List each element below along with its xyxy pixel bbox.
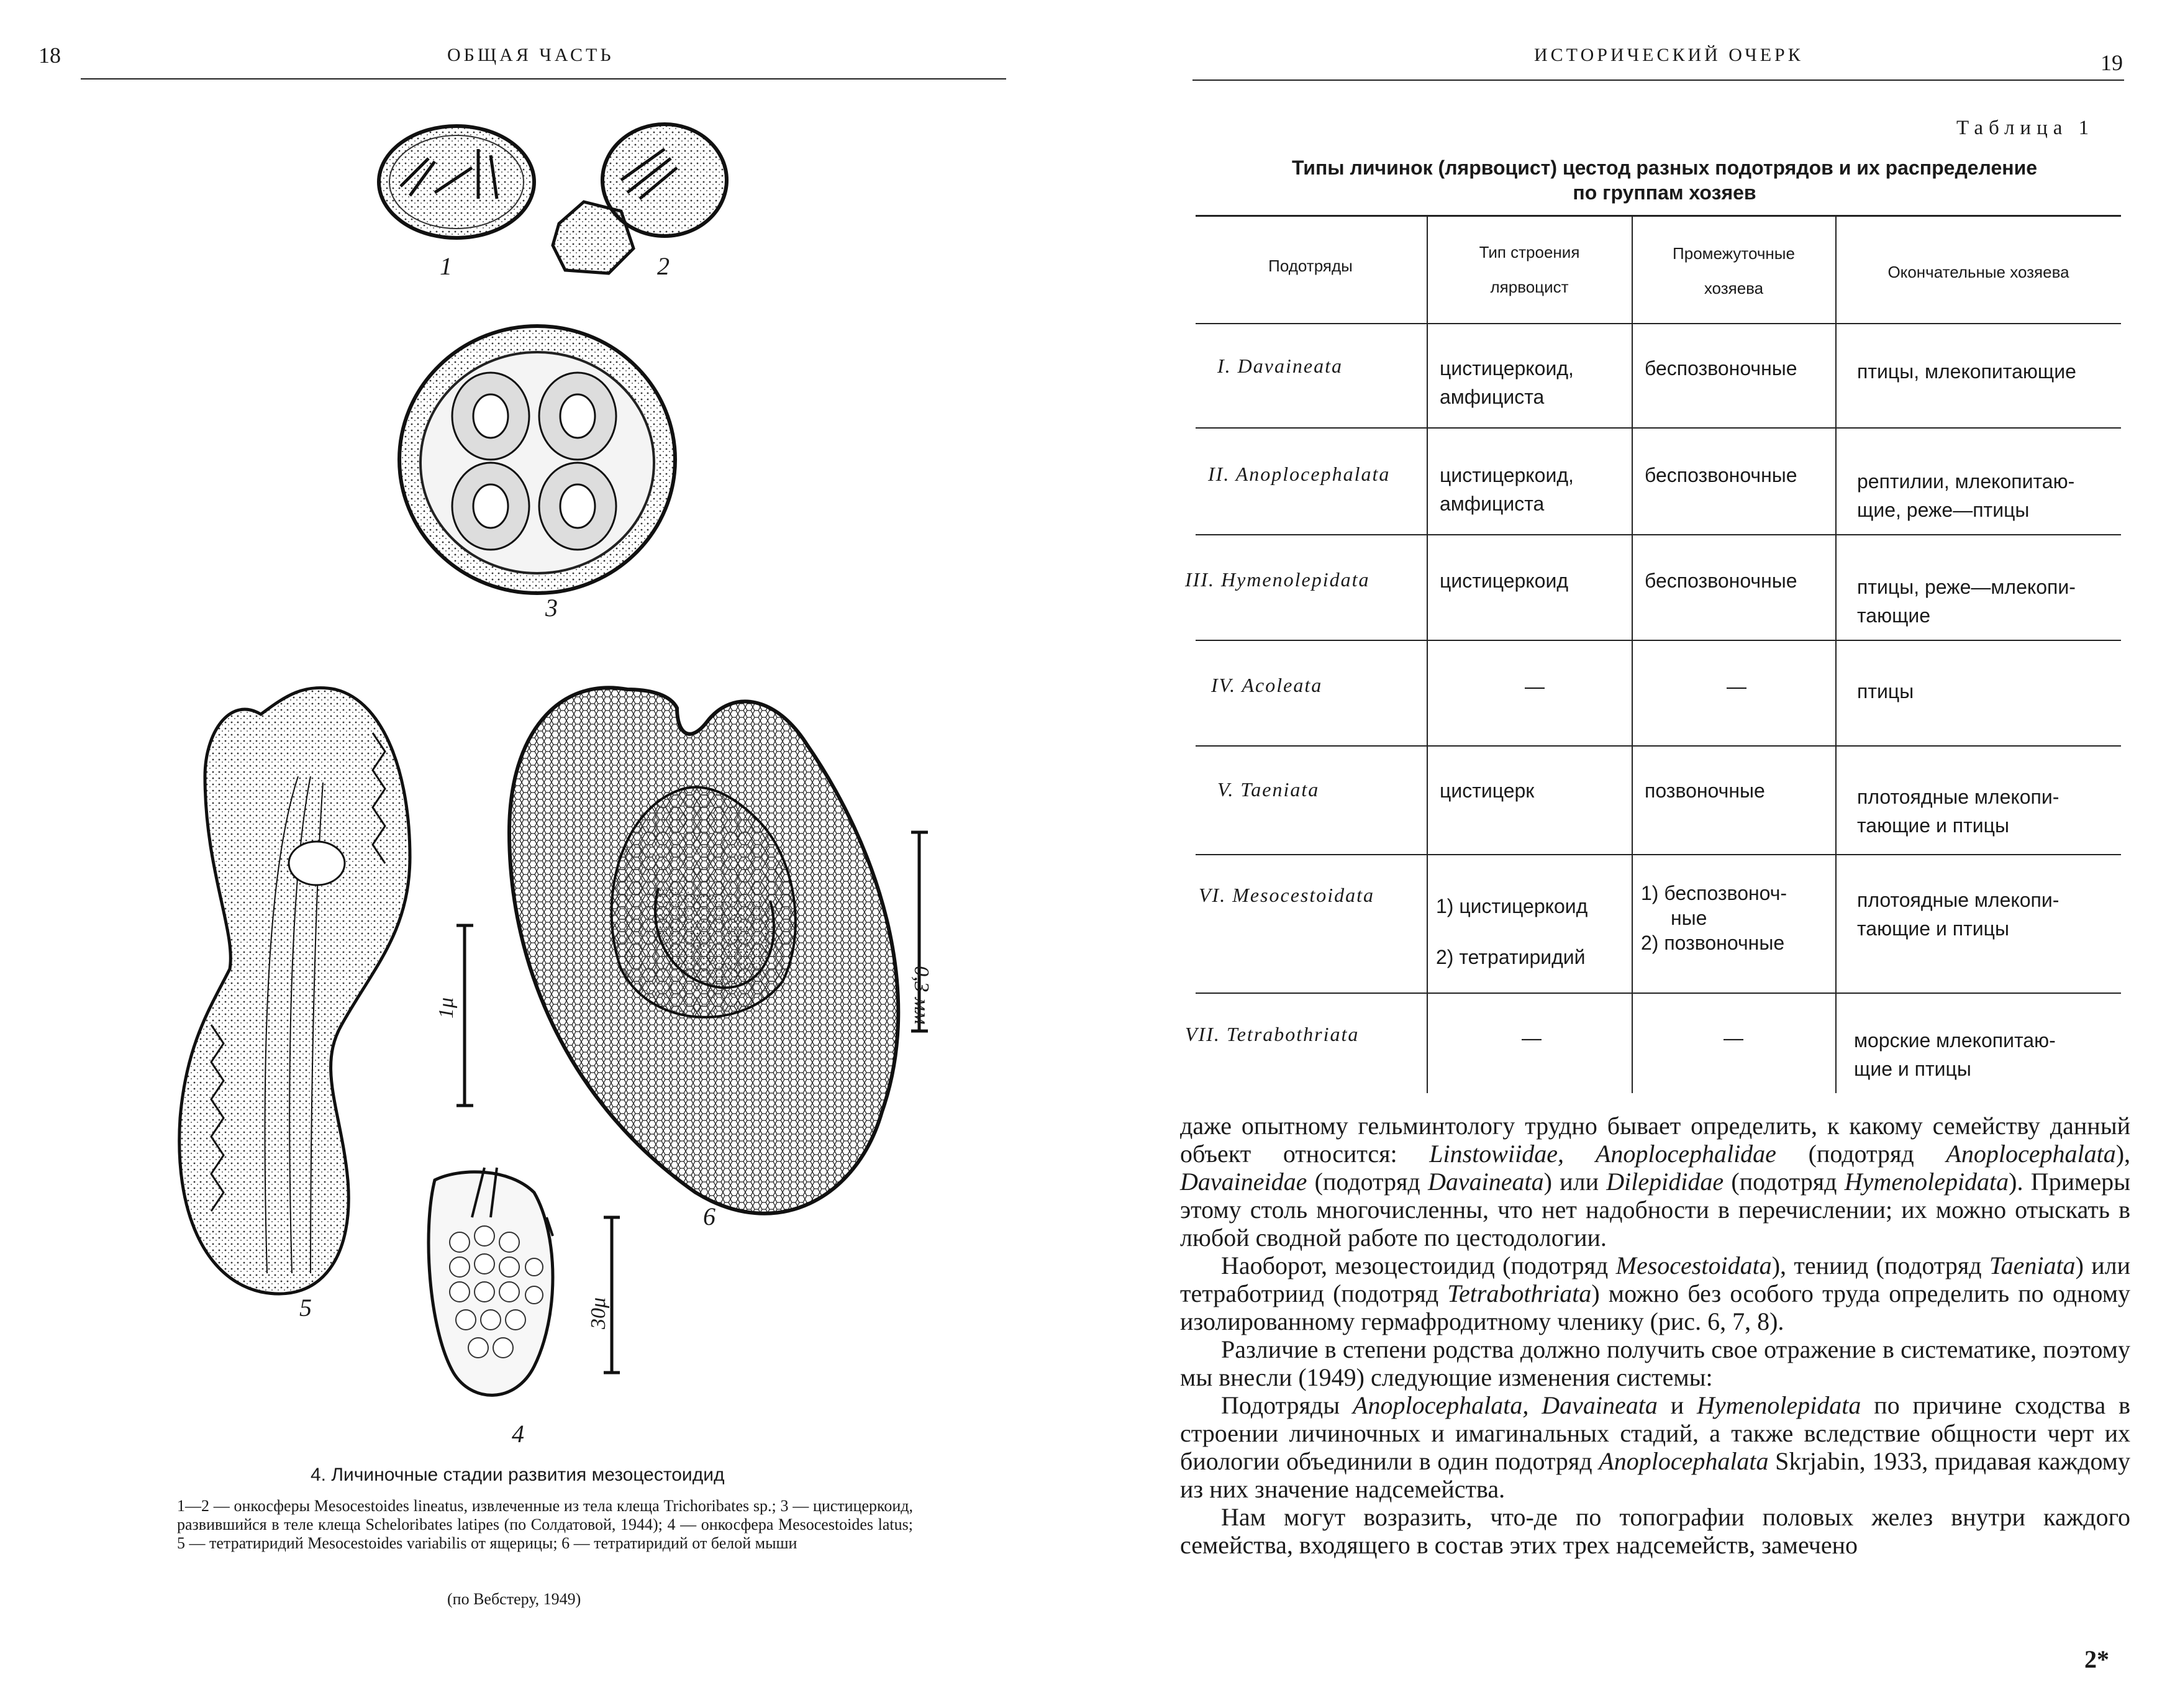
text-run: ) или тетработриид (подотряд	[1180, 1251, 2131, 1307]
body-text	[1180, 1112, 2130, 1559]
right-page-number: 19	[2101, 50, 2123, 75]
table-cell-line: тающие и птицы	[1857, 917, 2009, 940]
paragraph-3: Различие в степени родства должно получить свое отражение в систематике, поэтому мы внесли (1949) следующие изменения системы:	[1180, 1335, 2130, 1391]
table-col-rule	[1427, 216, 1428, 1093]
table-row-suborder: VI. Mesocestoidata	[1199, 884, 1375, 906]
table-header-type-line-1: Тип строения	[1479, 243, 1580, 261]
table-row-suborder: III. Hymenolepidata	[1185, 568, 1370, 591]
text-run: ) или	[1543, 1168, 1607, 1196]
figure-6-tetrathyridium-section	[509, 688, 898, 1213]
table-row-rule	[1196, 427, 2121, 429]
paragraph-1	[1180, 1112, 2130, 1251]
table-row-suborder: I. Davaineata	[1217, 355, 1343, 377]
table-header-type	[1428, 235, 1630, 304]
table-header-intermediate-line-1: Промежуточные	[1673, 244, 1795, 263]
table-title-line-1: Типы личинок (лярвоцист) цестод разных подотрядов и их распределение	[1291, 157, 2038, 179]
taxon-name: Davaineidae	[1180, 1168, 1307, 1196]
table-row-suborder: V. Taeniata	[1217, 778, 1320, 801]
figure-caption-title: 4. Личиночные стадии развития мезоцестоидид	[311, 1465, 725, 1485]
table-cell-line: ные	[1671, 907, 1707, 929]
table-cell-intermediate: беспозвоночные	[1645, 570, 1797, 592]
table-cell-line: 1) цистицеркоид	[1436, 895, 1588, 917]
table-cell-type	[1440, 461, 1574, 518]
paragraph-2	[1180, 1251, 2130, 1335]
table-cell-type	[1436, 881, 1587, 983]
table-cell-intermediate: —	[1727, 675, 1746, 697]
table-cell-line: 1) беспозвоноч-	[1641, 882, 1787, 904]
figure-label-3: 3	[545, 594, 558, 622]
table-cell-line: цистицеркоид,	[1440, 464, 1574, 486]
table-header-intermediate-line-2: хозяева	[1704, 279, 1764, 298]
table-cell-type: —	[1525, 675, 1545, 697]
table-cell-line: щие и птицы	[1854, 1058, 1971, 1080]
table-col-rule	[1835, 216, 1837, 1093]
table-cell-line: цистицеркоид,	[1440, 357, 1574, 379]
taxon-name: Taeniata	[1989, 1251, 2076, 1279]
table-cell-final	[1857, 467, 2074, 524]
right-running-head: ИСТОРИЧЕСКИЙ ОЧЕРК	[1534, 45, 1804, 65]
text-run: ), тениид (подотряд	[1771, 1251, 1989, 1279]
table-cell-final	[1857, 783, 2059, 840]
table-cell-line: амфициста	[1440, 386, 1545, 408]
table-cell-line: тающие	[1857, 604, 1931, 627]
table-cell-intermediate: беспозвоночные	[1645, 357, 1797, 379]
table-cell-final: птицы, млекопитающие	[1857, 360, 2076, 383]
table-title-line-2: по группам хозяев	[1573, 181, 1756, 204]
text-run: даже опытному гельминтологу трудно бывает определить, к какому семейству данный объект относится:	[1180, 1112, 2130, 1168]
table-row-suborder: IV. Acoleata	[1211, 674, 1323, 696]
table-header-rule	[1196, 323, 2121, 324]
table-row-rule	[1196, 640, 2121, 641]
taxon-name: Tetrabothriata	[1447, 1279, 1592, 1307]
table-cell-line: плотоядные млекопи-	[1857, 786, 2060, 808]
figure-caption-source: (по Вебстеру, 1949)	[447, 1590, 581, 1608]
left-page-number: 18	[39, 43, 61, 68]
figure-label-2: 2	[657, 252, 670, 280]
text-run: ),	[2115, 1140, 2131, 1168]
table-top-rule	[1196, 215, 2121, 217]
table-cell-line: щие, реже—птицы	[1857, 499, 2030, 521]
taxon-name: Anoplocephalata	[1946, 1140, 2116, 1168]
text-run: (подотряд	[1307, 1168, 1428, 1196]
figure-label-5: 5	[299, 1294, 312, 1322]
table-cell-line: 2) тетратиридий	[1436, 946, 1586, 968]
taxon-name: Hymenolepidata	[1844, 1168, 2009, 1196]
table-header-intermediate	[1633, 236, 1834, 306]
table-cell-line: морские млекопитаю-	[1854, 1029, 2056, 1052]
figure-label-6: 6	[703, 1202, 715, 1230]
scale-label-03mm: 0,3 мм	[910, 966, 933, 1025]
figure-caption-text: 1—2 — онкосферы Mesocestoides lineatus, извлеченные из тела клеща Trichoribates sp.; 3 — цистицеркоид, развившийся в теле клеща Scheloribates latipes (по Солдатовой, 1944); 4 — онкосфера Mesocestoides latus; 5 — тетратиридий Mesocestoides variabilis от ящерицы; 6 — тетратиридий от белой мыши	[177, 1497, 913, 1552]
scale-label-30mu: 30μ	[587, 1297, 610, 1329]
text-run: по причине сходства в строении личиночных и имагинальных стадий, а также вследствие общности черт их биологии объединили в один подотряд	[1180, 1391, 2130, 1475]
text-run: Наоборот, мезоцестоидид (подотряд	[1221, 1251, 1616, 1279]
text-run: ) можно без особого труда определить по одному изолированному гермафродитному членику (рис. 6, 7, 8).	[1180, 1279, 2131, 1335]
table-cell-line: тающие и птицы	[1857, 814, 2009, 837]
table-title	[1211, 155, 2118, 205]
scale-label-1mu: 1μ	[435, 997, 458, 1019]
table-header-final: Окончательные хозяева	[1887, 263, 2069, 281]
table-cell-line: 2) позвоночные	[1641, 932, 1785, 954]
table-cell-line: птицы, реже—млекопи-	[1857, 576, 2076, 598]
table-label: Таблица 1	[1956, 117, 2095, 139]
signature-mark: 2*	[2084, 1645, 2109, 1673]
table-row-rule	[1196, 854, 2121, 855]
table-cell-final: птицы	[1857, 680, 1914, 702]
figure-1-oncosphere	[379, 126, 534, 238]
table-cell-line: рептилии, млекопитаю-	[1857, 470, 2075, 493]
table-cell-intermediate: —	[1724, 1027, 1743, 1049]
table-row-suborder: VII. Tetrabothriata	[1185, 1023, 1360, 1045]
paragraph-5: Нам могут возразить, что-де по топографии половых желез внутри каждого семейства, входящего в состав этих трех надсемейств, замечено	[1180, 1503, 2130, 1559]
taxon-name: Anoplocephalata	[1599, 1447, 1769, 1475]
text-run: (подотряд	[1724, 1168, 1845, 1196]
text-run: и	[1657, 1391, 1697, 1419]
right-header-rule	[1192, 79, 2124, 81]
table-cell-intermediate	[1641, 881, 1787, 955]
table-cell-line: амфициста	[1440, 493, 1545, 515]
table-cell-type: цистицерк	[1440, 779, 1535, 802]
table-row-rule	[1196, 534, 2121, 535]
table-cell-final	[1857, 886, 2059, 943]
figure-illustrations	[0, 0, 1056, 1491]
figure-4-oncosphere	[429, 1168, 553, 1395]
figure-5-tetrathyridium	[179, 688, 410, 1294]
table-row-suborder: II. Anoplocephalata	[1208, 463, 1391, 485]
taxon-name: Mesocestoidata	[1615, 1251, 1772, 1279]
table-cell-line: плотоядные млекопи-	[1857, 889, 2060, 911]
figure-2-oncosphere	[553, 124, 727, 273]
taxon-name: Dilepididae	[1606, 1168, 1724, 1196]
taxon-name: Anoplocephalata, Davaineata	[1353, 1391, 1658, 1419]
paragraph-4	[1180, 1391, 2130, 1503]
figure-3-cysticercoid	[399, 326, 675, 593]
figure-label-4: 4	[512, 1420, 524, 1448]
table-row-rule	[1196, 745, 2121, 747]
table-cell-type: цистицеркоид	[1440, 570, 1568, 592]
text-run: ). Примеры этому столь многочисленны, что нет надобности в перечислении; их можно отыскать в любой сводной работе по цестодологии.	[1180, 1168, 2130, 1251]
table-cell-intermediate: позвоночные	[1645, 779, 1765, 802]
table-cell-final	[1857, 573, 2076, 630]
table-cell-type: —	[1522, 1027, 1542, 1049]
taxon-name: Hymenolepidata	[1697, 1391, 1861, 1419]
taxon-name: Linstowiidae, Anoplocephalidae	[1429, 1140, 1776, 1168]
text-run: Подотряды	[1221, 1391, 1353, 1419]
table-cell-type	[1440, 354, 1574, 411]
table-cell-final	[1854, 1026, 2056, 1083]
text-run: Skrjabin, 1933, придавая каждому из них значение надсемейства.	[1180, 1447, 2130, 1503]
table-header-type-line-2: лярвоцист	[1490, 278, 1569, 296]
table-header-suborders: Подотряды	[1268, 257, 1353, 275]
table-row-rule	[1196, 993, 2121, 994]
table-col-rule	[1632, 216, 1633, 1093]
figure-label-1: 1	[440, 252, 452, 280]
left-running-head: ОБЩАЯ ЧАСТЬ	[447, 45, 614, 65]
text-run: (подотряд	[1776, 1140, 1946, 1168]
table-cell-intermediate: беспозвоночные	[1645, 464, 1797, 486]
taxon-name: Davaineata	[1428, 1168, 1544, 1196]
